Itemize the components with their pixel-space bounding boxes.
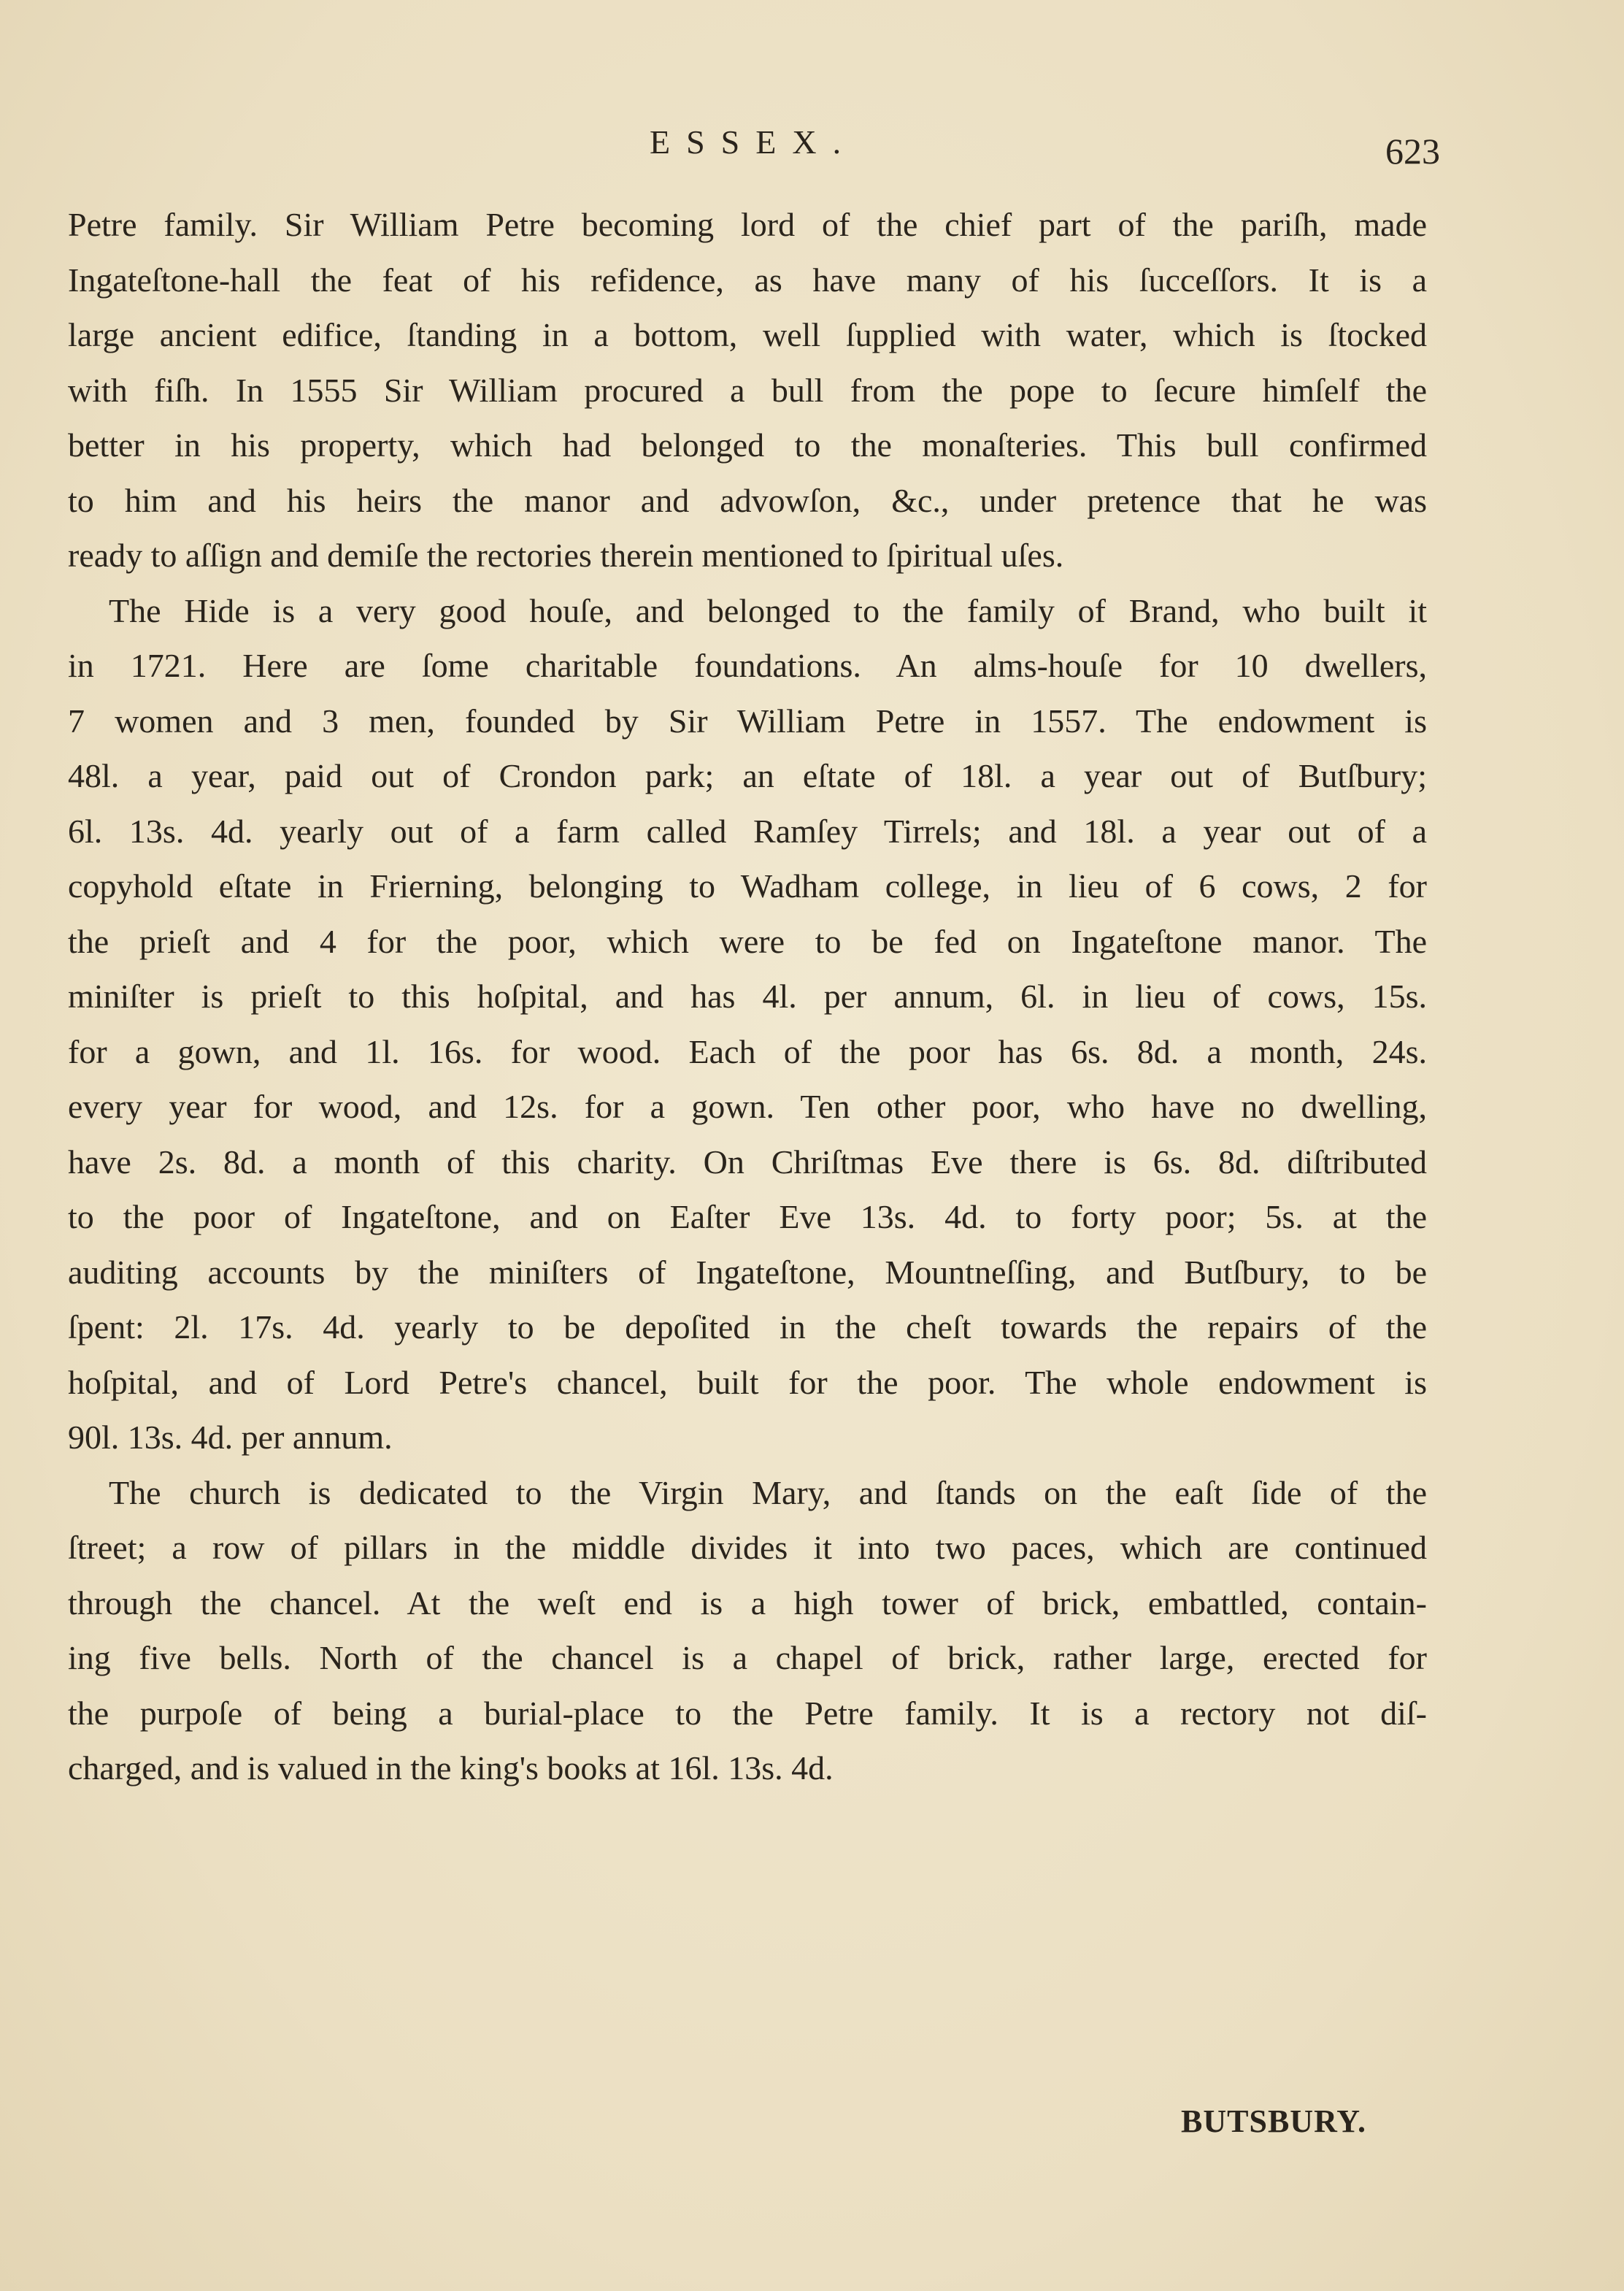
text-line: in 1721. Here are ſome charitable foundations. An alms-houſe for 10 dwellers,	[68, 647, 1427, 684]
running-head	[0, 123, 1624, 172]
text-line: 7 women and 3 men, founded by Sir William Petre in 1557. The endowment is	[68, 702, 1427, 740]
text-line: with fiſh. In 1555 Sir William procured a bull from the pope to ſecure himſelf the	[68, 371, 1427, 409]
text-line: miniſter is prieſt to this hoſpital, and has 4l. per annum, 6l. in lieu of cows, 15s.	[68, 978, 1427, 1015]
text-line: charged, and is valued in the king's books at 16l. 13s. 4d.	[68, 1749, 834, 1787]
text-line: Ingateſtone-hall the feat of his refidence, as have many of his ſucceſſors. It is a	[68, 261, 1427, 299]
text-line: ready to aſſign and demiſe the rectories therein mentioned to ſpiritual uſes.	[68, 537, 1064, 574]
body-text	[68, 197, 1427, 1796]
page-number: 623	[1385, 131, 1440, 172]
text-line: auditing accounts by the miniſters of Ingateſtone, Mountneſſing, and Butſbury, to be	[68, 1253, 1427, 1291]
text-line: for a gown, and 1l. 16s. for wood. Each of the poor has 6s. 8d. a month, 24s.	[68, 1032, 1427, 1070]
text-line: through the chancel. At the weſt end is a high tower of brick, embattled, contain-	[68, 1584, 1427, 1622]
text-line: ſpent: 2l. 17s. 4d. yearly to be depoſited in the cheſt towards the repairs of the	[68, 1308, 1427, 1346]
text-line: Petre family. Sir William Petre becoming lord of the chief part of the pariſh, made	[68, 206, 1427, 243]
text-line: copyhold eſtate in Frierning, belonging to Wadham college, in lieu of 6 cows, 2 for	[68, 867, 1427, 905]
text-line: large ancient edifice, ſtanding in a bottom, well ſupplied with water, which is ſtocked	[68, 316, 1427, 353]
catchword: BUTSBURY.	[1181, 2103, 1367, 2139]
text-line: 90l. 13s. 4d. per annum.	[68, 1419, 393, 1456]
text-line: the prieſt and 4 for the poor, which were to be fed on Ingateſtone manor. The	[68, 922, 1427, 960]
text-line: ing five bells. North of the chancel is a chapel of brick, rather large, erected for	[68, 1639, 1427, 1676]
text-line: ſtreet; a row of pillars in the middle divides it into two paces, which are continued	[68, 1529, 1427, 1566]
text-line: 48l. a year, paid out of Crondon park; an eſtate of 18l. a year out of Butſbury;	[68, 757, 1427, 794]
text-line: hoſpital, and of Lord Petre's chancel, built for the poor. The whole endowment is	[68, 1363, 1427, 1401]
text-line: to him and his heirs the manor and advowſon, &c., under pretence that he was	[68, 481, 1427, 519]
text-line: every year for wood, and 12s. for a gown. Ten other poor, who have no dwelling,	[68, 1088, 1427, 1125]
text-line: to the poor of Ingateſtone, and on Eaſter Eve 13s. 4d. to forty poor; 5s. at the	[68, 1198, 1427, 1235]
text-line: have 2s. 8d. a month of this charity. On Chriſtmas Eve there is 6s. 8d. diſtributed	[68, 1143, 1427, 1181]
text-line: 6l. 13s. 4d. yearly out of a farm called Ramſey Tirrels; and 18l. a year out of a	[68, 812, 1427, 850]
running-title: ESSEX.	[650, 123, 858, 161]
text-line: the purpoſe of being a burial-place to the Petre family. It is a rectory not diſ-	[68, 1694, 1427, 1732]
text-line: The church is dedicated to the Virgin Mary, and ſtands on the eaſt ſide of the	[109, 1473, 1427, 1511]
text-line: The Hide is a very good houſe, and belonged to the family of Brand, who built it	[109, 591, 1427, 629]
text-line: better in his property, which had belonged to the monaſteries. This bull confirmed	[68, 426, 1427, 464]
